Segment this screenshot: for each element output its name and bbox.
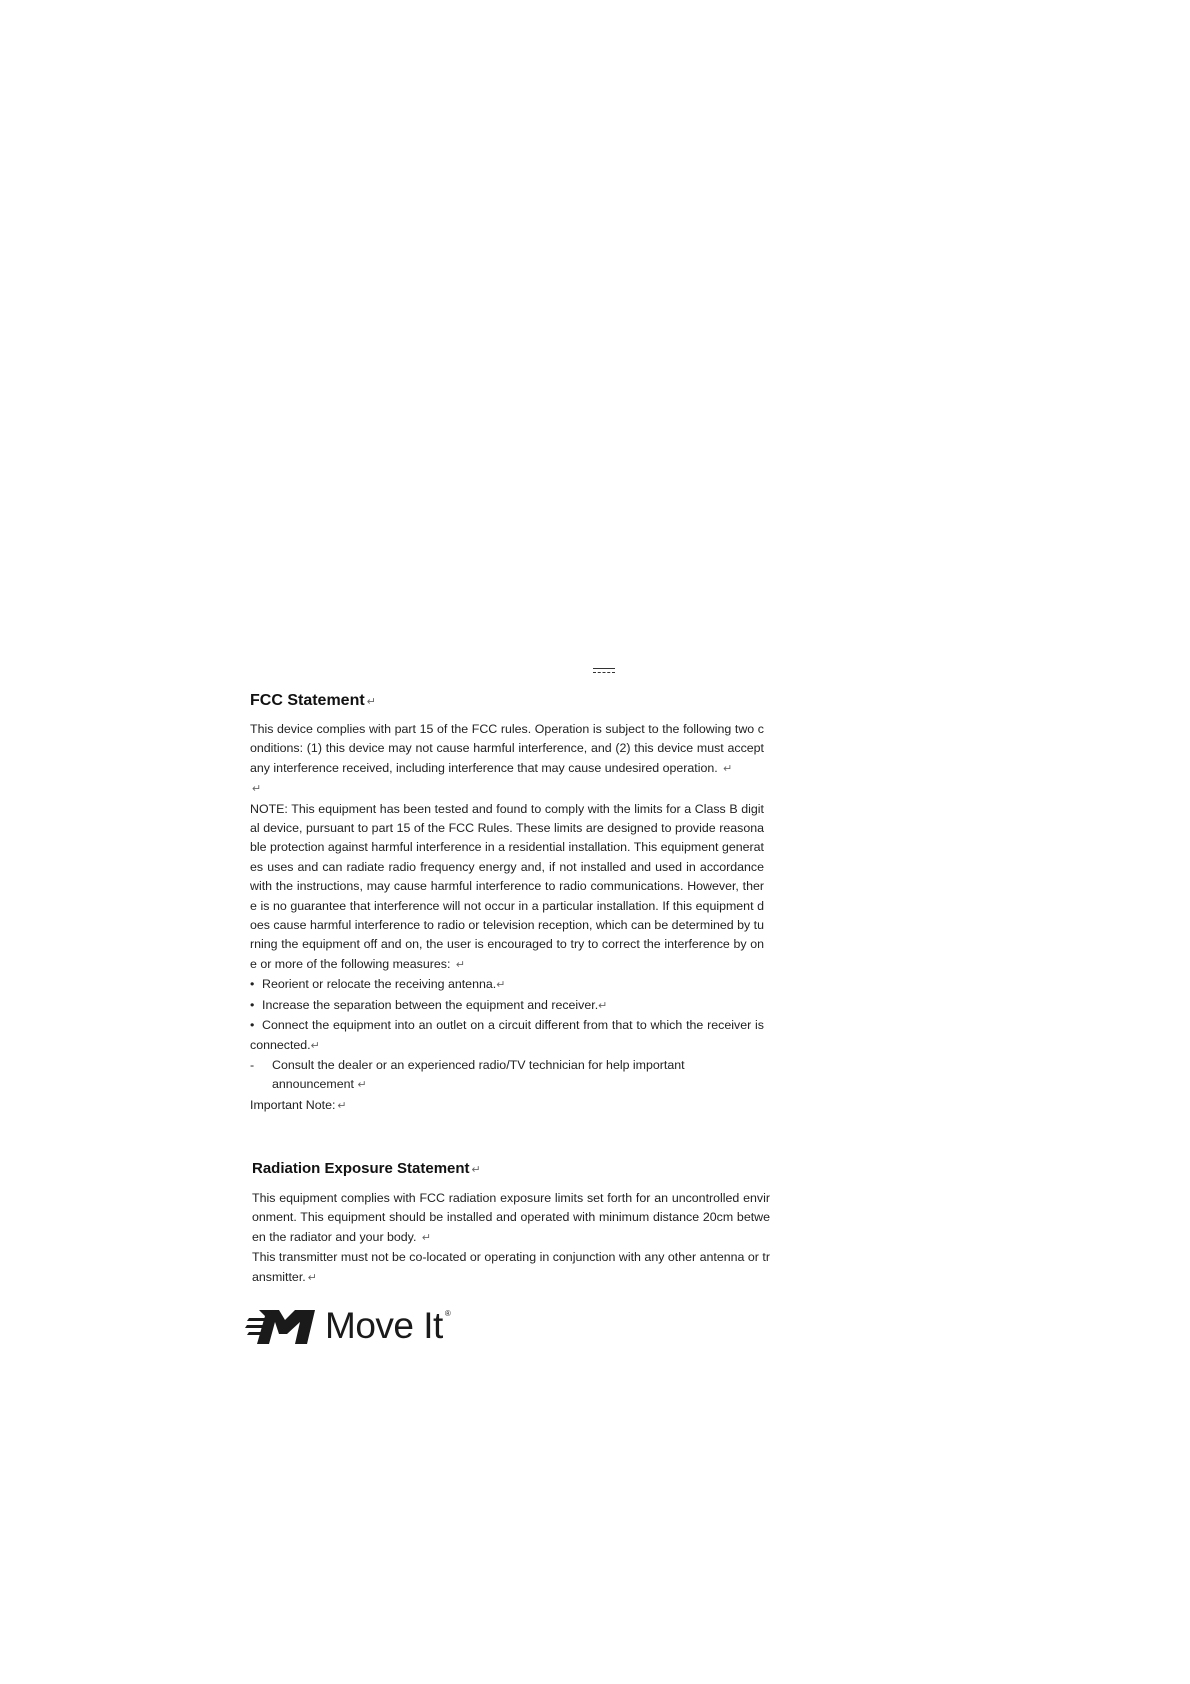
fcc-note: NOTE: This equipment has been tested and found to comply with the limits for a Class B digital device, pursuant to part 15 of the FCC Rules. These limits are designed to provide reasonable protection against harmful interference in a residential installation. This equipment generates uses and can radiate radio frequency energy and, if not installed and used in accordance with the instructions, may cause harmful interference to radio communications. However, there is no guarantee that interference will not occur in a particular installation. If this equipment does cause harmful interference to radio or television reception, which can be determined by turning the equipment off and on, the user is encouraged to try to correct the interference by one or more of the following measures: ↵	[250, 801, 764, 971]
radiation-heading: Radiation Exposure Statement ↵	[252, 1160, 481, 1177]
dash-list-item: - Consult the dealer or an experienced radio/TV technician for help important announcement ↵	[250, 1057, 685, 1092]
move-it-logo	[245, 1306, 485, 1346]
important-note: Important Note: ↵	[250, 1097, 347, 1112]
list-item: • Connect the equipment into an outlet on a circuit different from that to which the receiver is connected.↵	[250, 1018, 764, 1052]
logo-text: Move It ®	[325, 1305, 451, 1346]
move-it-logo-icon	[245, 1306, 317, 1346]
fcc-section	[250, 692, 764, 1116]
fcc-paragraph: This device complies with part 15 of the FCC rules. Operation is subject to the following two conditions: (1) this device may not cause harmful interference, and (2) this device must accept any interference received, including interference that may cause undesired operation. ↵	[250, 722, 764, 775]
radiation-section	[252, 1160, 770, 1288]
list-item: • Increase the separation between the equipment and receiver.↵	[250, 997, 608, 1012]
fcc-heading: FCC Statement ↵	[250, 692, 376, 709]
empty-paragraph: ↵	[252, 783, 262, 796]
dc-symbol-icon	[593, 668, 615, 676]
list-item: • Reorient or relocate the receiving antenna.↵	[250, 977, 506, 992]
radiation-paragraph: This equipment complies with FCC radiation exposure limits set forth for an uncontrolled environment. This equipment should be installed and operated with minimum distance 20cm between the radiator and your body. ↵	[252, 1191, 770, 1244]
radiation-paragraph-2: This transmitter must not be co-located or operating in conjunction with any other antenna or transmitter. ↵	[252, 1250, 770, 1284]
